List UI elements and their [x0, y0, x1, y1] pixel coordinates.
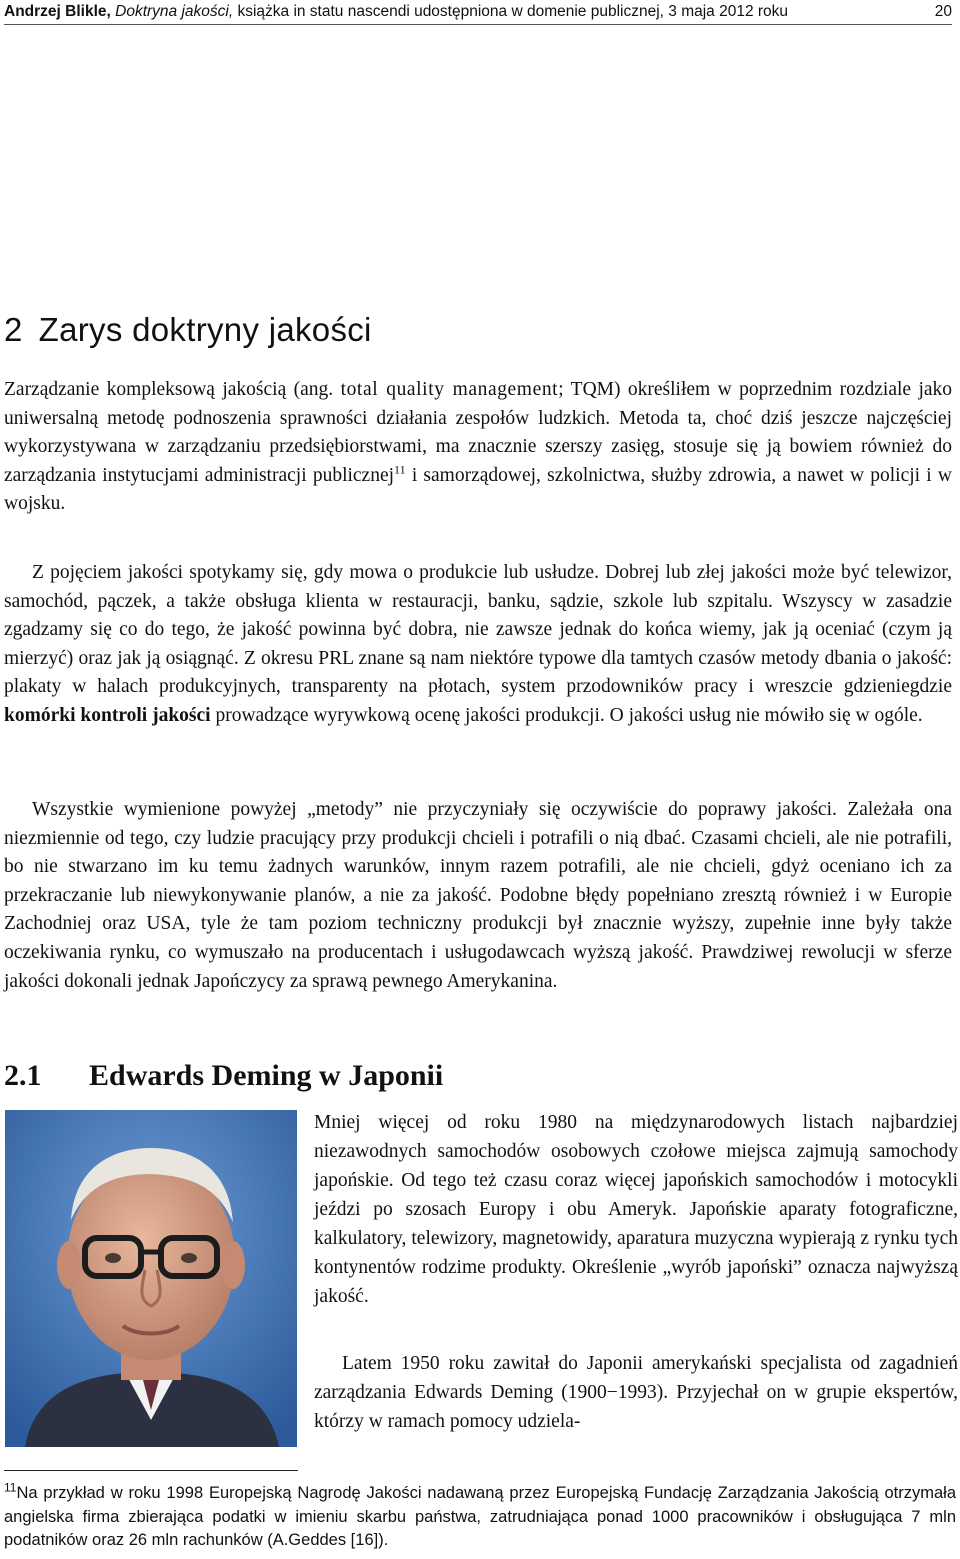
section-title: Edwards Deming w Japonii — [89, 1059, 444, 1092]
footnote-text: Na przykład w roku 1998 Europejską Nagrodę Jakości nadawaną przez Europejską Fundację Zarządzania Jakością otrzymała angielska firma zbierająca podatki w imieniu skarbu państwa, zatrudniająca ponad 1000 pracowników i obsługująca 7 mln podatników oraz 26 mln rachunków (A.Geddes [16]). — [4, 1484, 956, 1549]
paragraph-1-text-c: ; TQM) określiłem w poprzednim rozdziale jako uniwersalną metodę podnoszenia sprawności działania zespołów ludzkich. Metoda ta, choć dziś jeszcze najczęściej wykorzystywana w zarządzaniu przedsiębiorstwami, ma znacznie szerszy zasięg, stosuje się ją bowiem również do zarządzania instytucjami administracji publicznej — [4, 379, 953, 486]
header-author: Andrzej Blikle, — [4, 3, 111, 20]
footnote-mark: 11 — [4, 1480, 17, 1495]
chapter-heading — [4, 310, 372, 350]
paragraph-1 — [4, 376, 952, 519]
footnote-separator — [4, 1470, 298, 1471]
paragraph-1-text-d: i samorządowej, szkolnictwa, służby zdrowia, a nawet w policji i w wojsku. — [4, 464, 952, 515]
paragraph-5: Latem 1950 roku zawitał do Japonii amerykański specjalista od zagadnień zarządzania Edwards Deming (1900−1993). Przyjechał on w grupie ekspertów, którzy w ramach pomocy udziela- — [314, 1353, 958, 1432]
paragraph-2-text-a: Z pojęciem jakości spotykamy się, gdy mowa o produkcie lub usłudze. Dobrej lub złej jakości może być telewizor, samochód, pączek, a także obsługa klienta w restauracji, banku, sądzie, szkole lub szpitalu. Wszyscy w zasadzie zgadzamy się co do tego, że jakość powinna być dobra, nie zawsze jednak do końca wiemy, jak ją oceniać (czym ją mierzyć) oraz jak ją osiągnąć. Z okresu PRL znane są nam niektóre typowe dla tamtych czasów metody dbania o jakość: plakaty w halach produkcyjnych, transparenty na płotach, system przodowników pracy i wreszcie gdzieniegdzie — [4, 562, 952, 698]
header-rest: książka in statu nascendi udostępniona w domenie publicznej, 3 maja 2012 roku — [233, 3, 789, 20]
paragraph-3: Wszystkie wymienione powyżej „metody” nie przyczyniały się oczywiście do poprawy jakości. Zależała ona niezmiennie od tego, czy ludzie pracujący przy produkcji chcieli i potrafili o nią dbać. Czasami chcieli, ale nie potrafili, bo nie stwarzano im ku temu żadnych warunków, innym razem potrafili, ale nie chcieli, gdyż oceniano ich za przekraczanie lub niewykonywanie planów, a nie za jakość. Podobne błędy popełniano zresztą również i w Europie Zachodniej oraz USA, tyle że tam poziom techniczny produkcji był znacznie wyższy, zupełnie inne były także oczekiwania rynku, co wymuszało na producentach i usługodawcach wyższą jakość. Prawdziwej rewolucji w sferze jakości dokonali jednak Japończycy za sprawą pewnego Amerykanina. — [4, 799, 952, 992]
paragraph-2-bold-term: komórki kontroli jakości — [4, 704, 211, 726]
header-book-title: Doktryna jakości, — [115, 3, 234, 20]
paragraph-2-text-b: prowadzące wyrywkową ocenę jakości produkcji. O jakości usług nie mówiło się w ogóle. — [210, 704, 923, 726]
paragraph-1-text-a: Zarządzanie kompleksową jakością (ang. — [4, 379, 341, 400]
paragraph-1-term: total quality management — [340, 379, 559, 400]
footnote — [4, 1482, 956, 1553]
portrait-photo — [5, 1110, 297, 1447]
running-header-text — [4, 2, 788, 22]
chapter-number: 2 — [4, 311, 23, 348]
chapter-title: Zarys doktryny jakości — [38, 311, 372, 348]
running-header — [4, 2, 952, 25]
portrait-photo-icon — [5, 1110, 297, 1447]
section-number: 2.1 — [4, 1059, 42, 1092]
page-number: 20 — [934, 3, 952, 20]
section-heading — [4, 1056, 443, 1096]
paragraph-4: Mniej więcej od roku 1980 na międzynarodowych listach najbardziej niezawodnych samochodów osobowych czołowe miejsca zajmują samochody japońskie. Od tego też czasu coraz więcej japońskich samochodów i motocykli jeździ po szosach Europy i obu Ameryk. Japońskie aparaty fotograficzne, kalkulatory, telewizory, magnetowidy, aparatura muzyczna wypierają z rynku tych kontynentów rodzime produkty. Określenie „wyrób japoński” oznacza najwyższą jakość. — [314, 1112, 958, 1307]
paragraph-2 — [4, 559, 952, 731]
footnote-reference[interactable]: 11 — [394, 462, 406, 477]
